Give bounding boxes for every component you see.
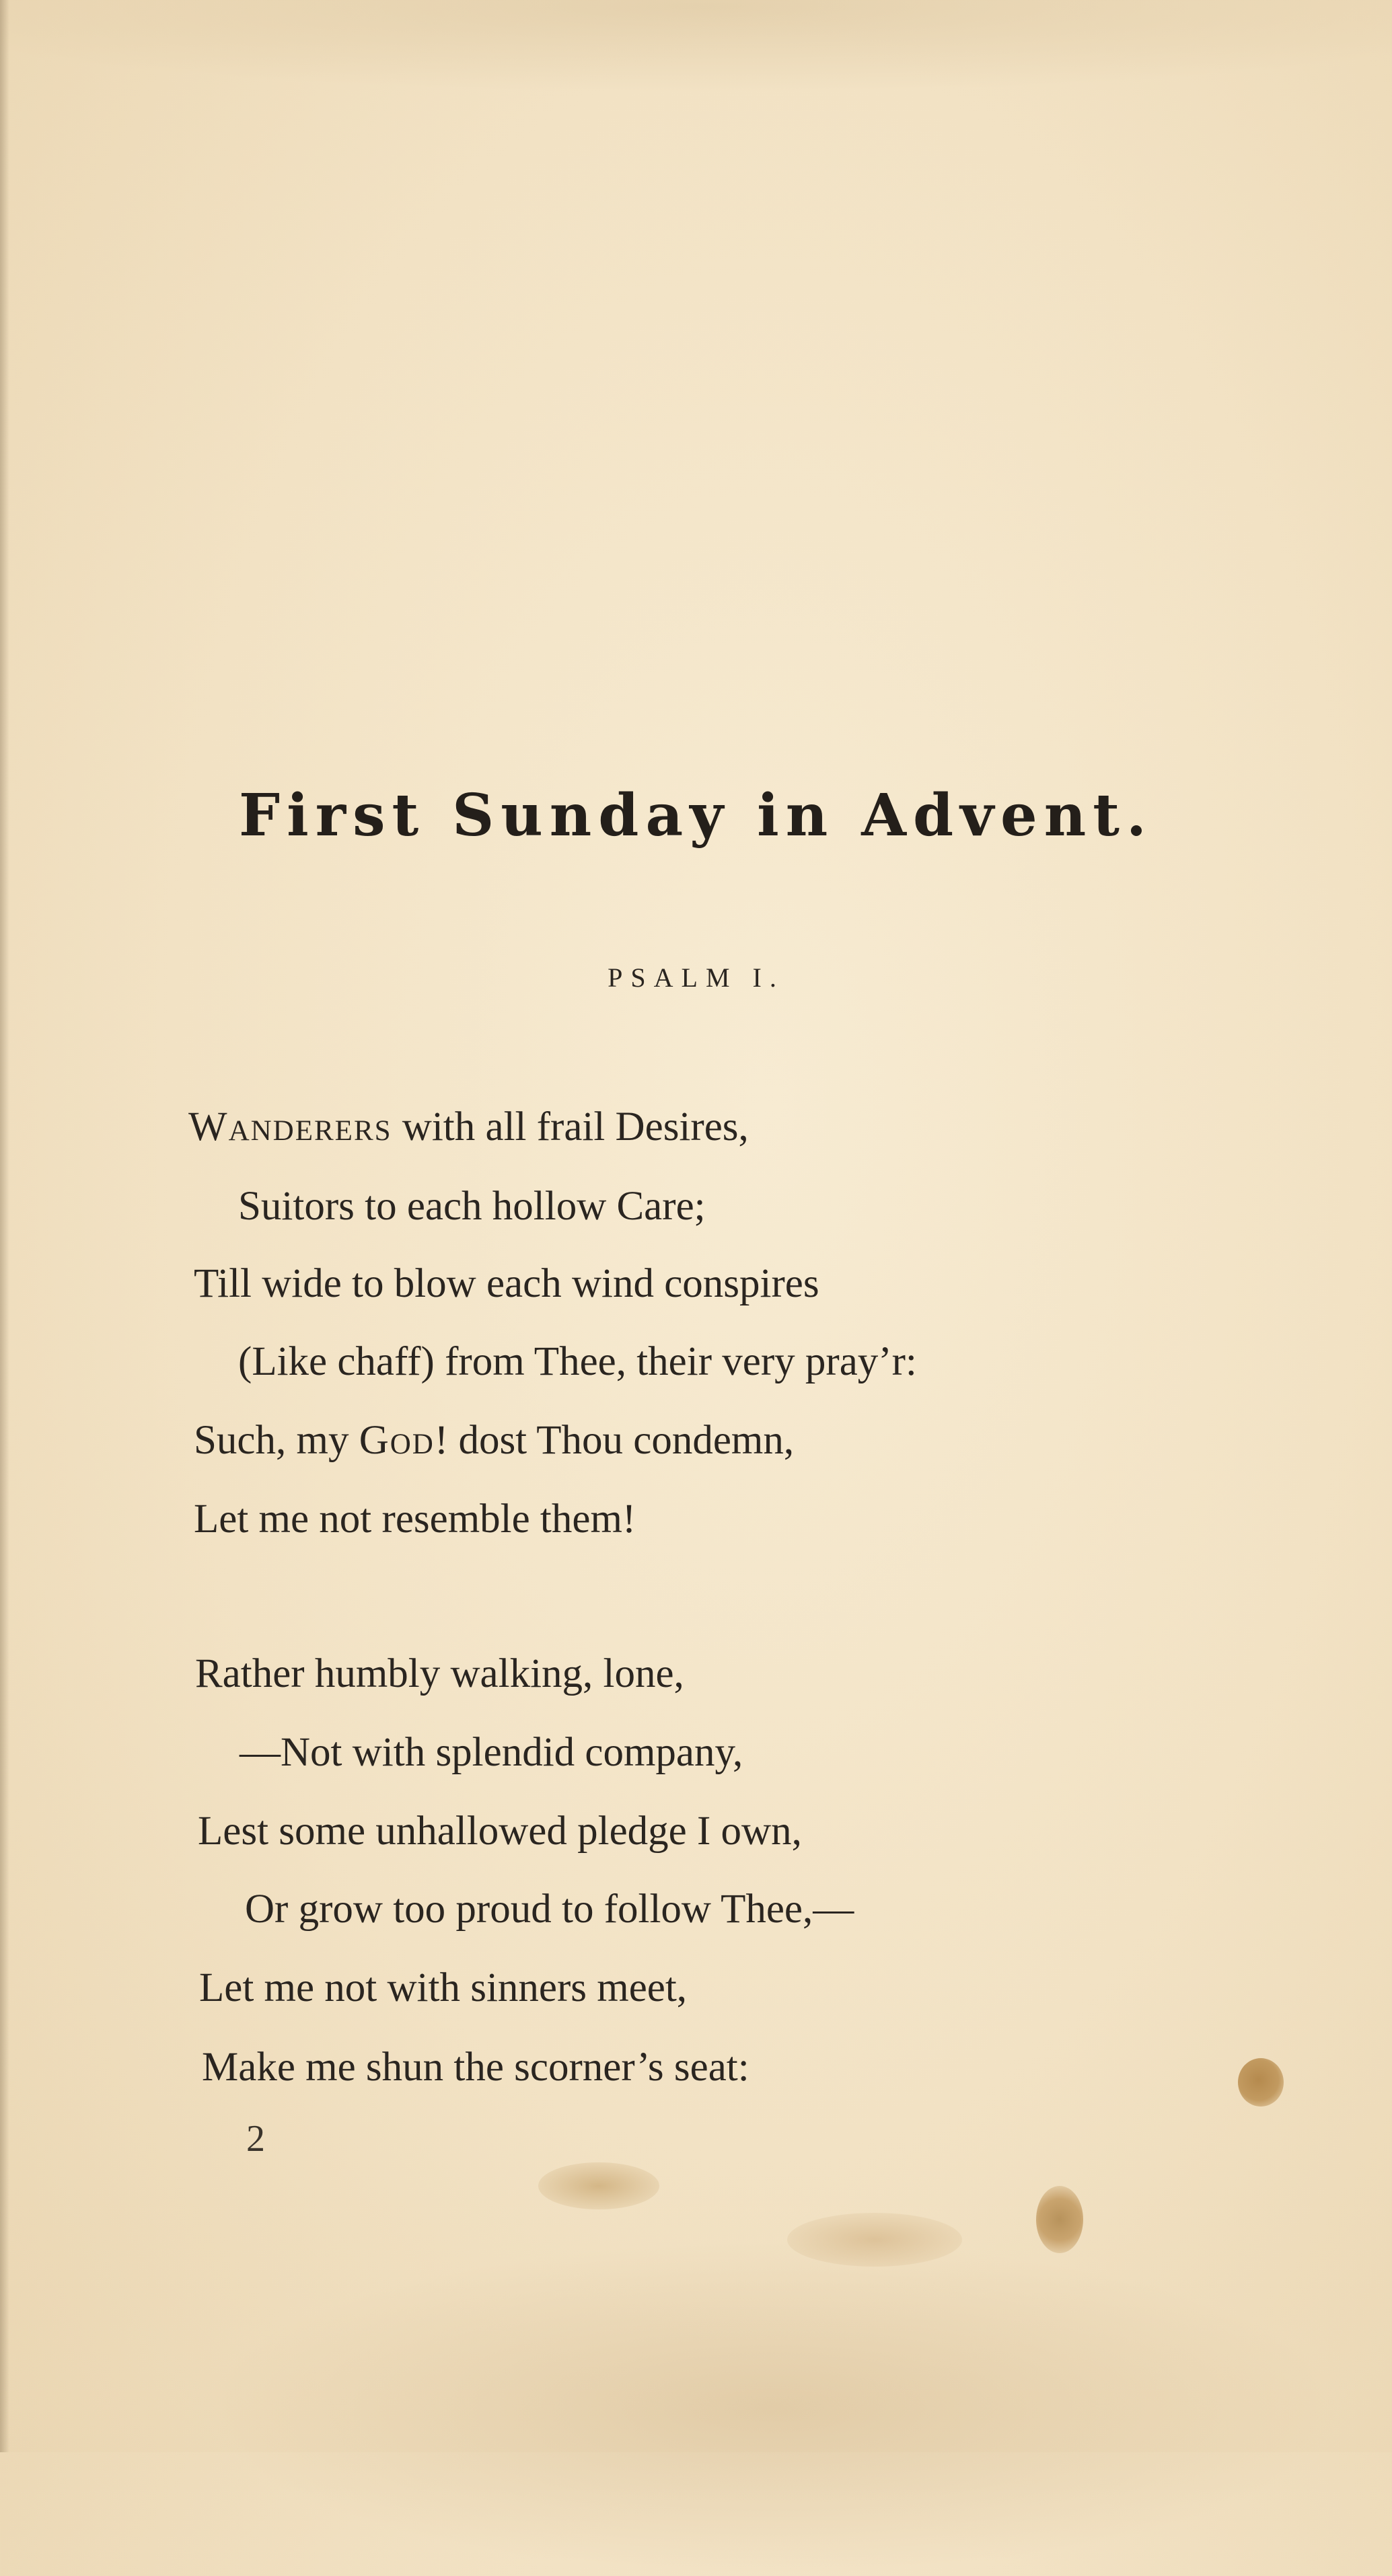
line-text: Such, my xyxy=(194,1418,359,1463)
page-title: First Sunday in Advent. xyxy=(239,782,1153,849)
page-gutter-shadow xyxy=(0,0,9,2452)
psalm-heading: PSALM I. xyxy=(608,962,784,993)
poem-line xyxy=(194,1420,794,1461)
poem-line: Rather humbly walking, lone, xyxy=(195,1651,684,1696)
poem-line: Let me not resemble them! xyxy=(194,1497,636,1542)
poem-line: Lest some unhallowed pledge I own, xyxy=(198,1809,802,1854)
poem-line: Suitors to each hollow Care; xyxy=(238,1184,706,1229)
poem-line: Or grow too proud to follow Thee,— xyxy=(245,1887,854,1932)
poem-line: Make me shun the scorner’s seat: xyxy=(202,2045,749,2090)
foxing-spot xyxy=(787,2213,962,2267)
poem-line: —Not with splendid company, xyxy=(240,1730,743,1775)
poem-line: Till wide to blow each wind conspires xyxy=(194,1261,819,1306)
line-text: ! dost Thou condemn, xyxy=(434,1418,795,1463)
page-stain xyxy=(202,2240,1346,2576)
poem-line xyxy=(188,1106,749,1147)
divine-name: God xyxy=(359,1418,435,1463)
foxing-spot xyxy=(1036,2186,1083,2253)
foxing-spot xyxy=(1238,2058,1284,2107)
foxing-spot xyxy=(538,2162,659,2209)
poem-line: Let me not with sinners meet, xyxy=(199,1965,688,2010)
poem-line: (Like chaff) from Thee, their very pray’r: xyxy=(238,1339,917,1384)
page-stain xyxy=(0,0,1392,94)
opening-word: Wanderers xyxy=(188,1104,392,1149)
line-text: with all frail Desires, xyxy=(392,1104,749,1149)
page-number: 2 xyxy=(246,2118,265,2160)
